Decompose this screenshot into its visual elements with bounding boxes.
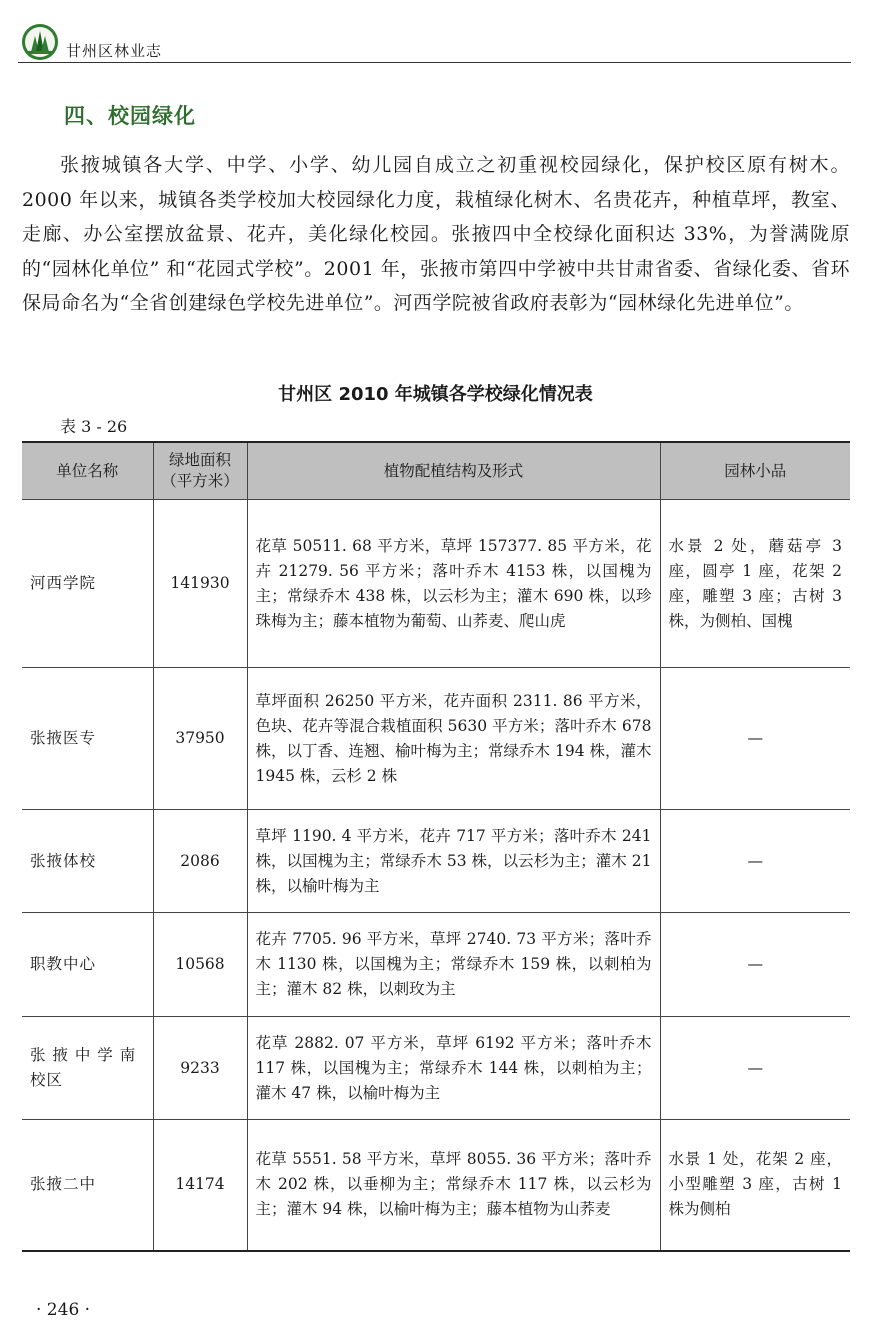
cell-garden-features: 水景 1 处，花架 2 座，小型雕塑 3 座，古树 1 株为侧柏 [660, 1120, 850, 1251]
cell-green-area: 2086 [153, 810, 247, 913]
table-row [22, 913, 850, 1017]
body-paragraph: 张掖城镇各大学、中学、小学、幼儿园自成立之初重视校园绿化，保护校区原有树木。2000 年以来，城镇各类学校加大校园绿化力度，栽植绿化树木、名贵花卉，种植草坪，教室、走廊、办公室摆放盆景、花卉，美化绿化校园。张掖四中全校绿化面积达 33%，为誉满陇原的“园林化单位” 和“花园式学校”。2001 年，张掖市第四中学被中共甘肃省委、省绿化委、省环保局命名为“全省创建绿色学校先进单位”。河西学院被省政府表彰为“园林绿化先进单位”。 [22, 154, 850, 314]
cell-plant-structure: 花草 2882. 07 平方米，草坪 6192 平方米；落叶乔木 117 株，以国槐为主；常绿乔木 144 株，以刺柏为主；灌木 47 株，以榆叶梅为主 [247, 1017, 660, 1120]
header-divider [18, 62, 851, 63]
cell-plant-structure: 花草 50511. 68 平方米，草坪 157377. 85 平方米，花卉 21279. 56 平方米；落叶乔木 4153 株，以国槐为主；常绿乔木 438 株，以云杉为主；灌木 690 株，以珍珠梅为主；藤本植物为葡萄、山荞麦、爬山虎 [247, 500, 660, 668]
cell-unit-name: 张 掖 中 学 南 校区 [22, 1017, 153, 1120]
cell-plant-structure: 花草 5551. 58 平方米，草坪 8055. 36 平方米；落叶乔木 202 株，以垂柳为主；常绿乔木 117 株，以云杉为主；灌木 94 株，以榆叶梅为主；藤本植物为山荞麦 [247, 1120, 660, 1251]
cell-green-area: 141930 [153, 500, 247, 668]
header-plant-structure: 植物配植结构及形式 [247, 442, 660, 500]
header-garden-features: 园林小品 [660, 442, 850, 500]
cell-garden-features: — [660, 1017, 850, 1120]
cell-garden-features: — [660, 913, 850, 1017]
table-row [22, 1017, 850, 1120]
cell-green-area: 9233 [153, 1017, 247, 1120]
cell-garden-features: — [660, 668, 850, 810]
table-row [22, 1120, 850, 1251]
table-row [22, 500, 850, 668]
cell-unit-name: 职教中心 [22, 913, 153, 1017]
page-header [18, 20, 851, 64]
book-title: 甘州区林业志 [66, 42, 163, 60]
cell-plant-structure: 草坪面积 26250 平方米，花卉面积 2311. 86 平方米，色块、花卉等混合栽植面积 5630 平方米；落叶乔木 678 株，以丁香、连翘、榆叶梅为主；常绿乔木 194 株，灌木 1945 株，云杉 2 株 [247, 668, 660, 810]
table-row [22, 810, 850, 913]
cell-plant-structure: 花卉 7705. 96 平方米，草坪 2740. 73 平方米；落叶乔木 1130 株，以国槐为主；常绿乔木 159 株，以刺柏为主；灌木 82 株，以刺玫为主 [247, 913, 660, 1017]
section-title: 四、校园绿化 [64, 104, 196, 128]
header-area-line2: （平方米） [161, 472, 239, 490]
cell-unit-name: 河西学院 [22, 500, 153, 668]
header-green-area [153, 442, 247, 500]
cell-green-area: 37950 [153, 668, 247, 810]
cell-unit-name: 张掖体校 [22, 810, 153, 913]
header-unit-name: 单位名称 [22, 442, 153, 500]
page-number: · 246 · [36, 1300, 91, 1320]
table-title: 甘州区 2010 年城镇各学校绿化情况表 [278, 384, 593, 405]
cell-garden-features: 水景 2 处，蘑菇亭 3 座，圆亭 1 座，花架 2 座，雕塑 3 座；古树 3 株，为侧柏、国槐 [660, 500, 850, 668]
cell-unit-name: 张掖医专 [22, 668, 153, 810]
header-area-line1: 绿地面积 [168, 451, 231, 469]
cell-green-area: 10568 [153, 913, 247, 1017]
greening-table [22, 441, 850, 1252]
table-row [22, 668, 850, 810]
cell-garden-features: — [660, 810, 850, 913]
cell-unit-name: 张掖二中 [22, 1120, 153, 1251]
forest-logo-icon [22, 24, 58, 60]
table-header-row [22, 442, 850, 500]
table-number: 表 3 - 26 [60, 417, 128, 436]
cell-plant-structure: 草坪 1190. 4 平方米，花卉 717 平方米；落叶乔木 241 株，以国槐为主；常绿乔木 53 株，以云杉为主；灌木 21 株，以榆叶梅为主 [247, 810, 660, 913]
cell-green-area: 14174 [153, 1120, 247, 1251]
